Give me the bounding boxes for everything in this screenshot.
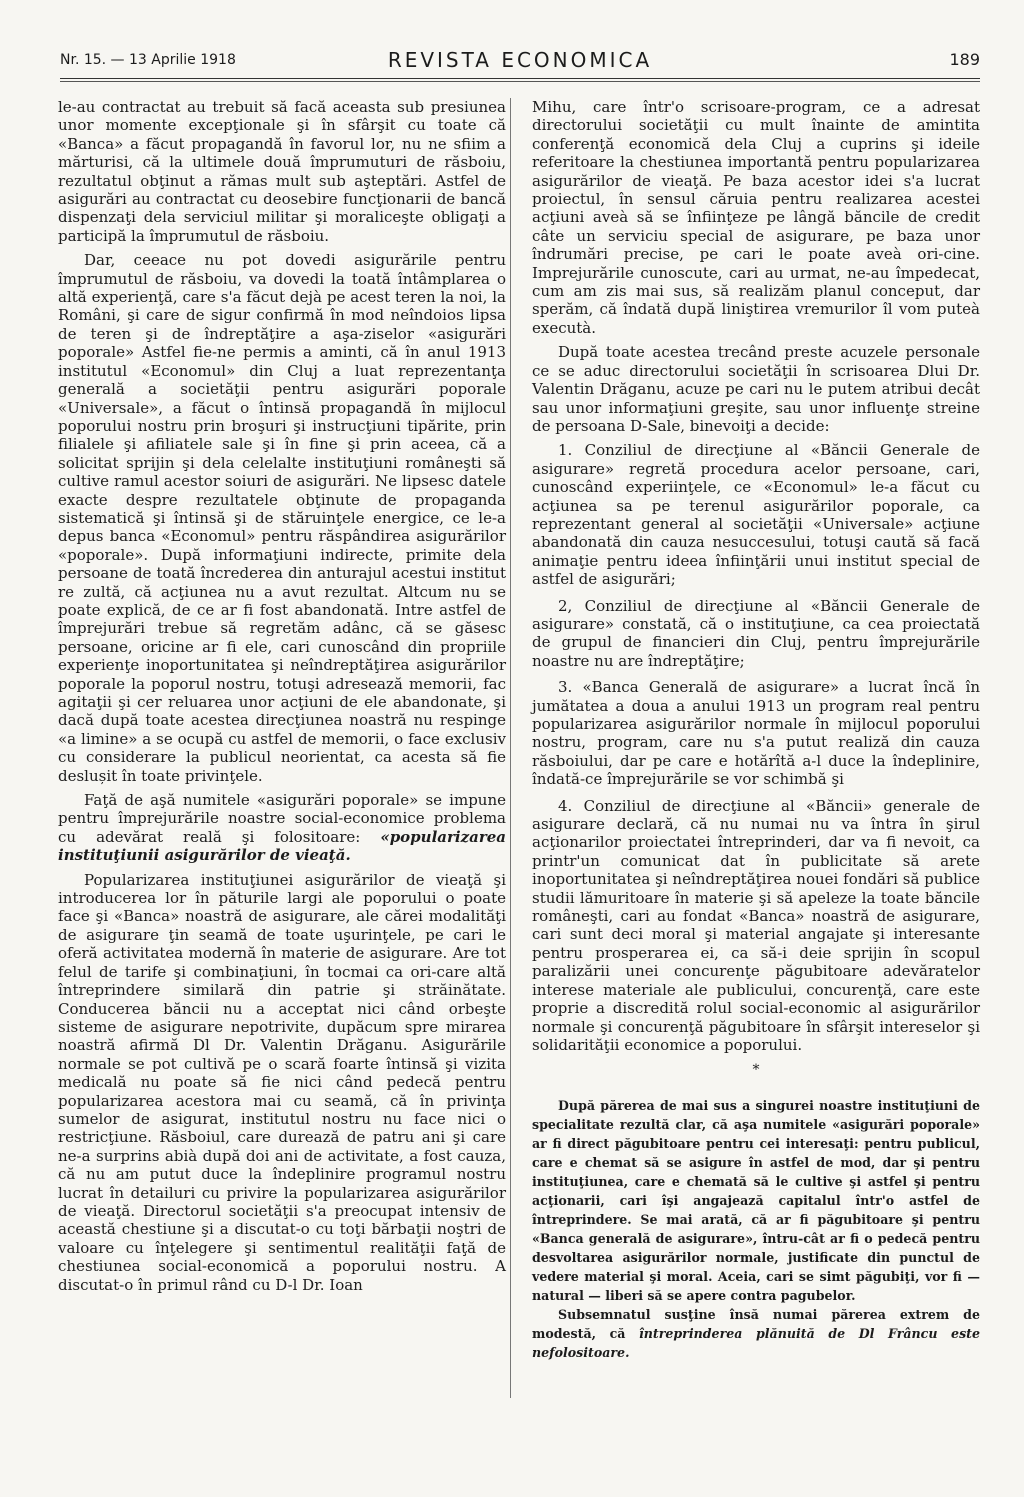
paragraph <box>58 791 506 865</box>
journal-title: REVISTA ECONOMICA <box>387 48 653 72</box>
paragraph: După toate acestea trecând preste acuzele personale ce se aduc directorului societăţii în scrisoarea Dlui Dr. Valentin Drăganu, acuze pe cari nu le putem atribui decât sau unor informaţiuni greşite, sau unor influenţe streine de persoana D-Sale, binevoiţi a decide: <box>532 343 980 435</box>
page-number: 189 <box>949 50 980 69</box>
issue-info: Nr. 15. — 13 Aprilie 1918 <box>60 52 236 68</box>
section-separator: * <box>752 1062 760 1079</box>
right-column <box>532 98 980 1362</box>
paragraph: Dar, ceeace nu pot dovedi asigurările pentru împrumutul de răsboiu, va dovedi la toată întâmplarea o altă experienţă, care s'a făcut dejà pe acest teren la noi, la Români, şi care de sigur confirmă în mod neîndoios lipsa de teren şi de îndreptăţire a aşa-ziselor «asigurări poporale» Astfel fie-ne permis a aminti, că în anul 1913 institutul «Economul» din Cluj a luat reprezentanţa generală a societăţii pentru asigurări poporale «Universale», a făcut o întinsă propagandă în mijlocul poporului nostru prin broşuri şi instrucţiuni tipărite, prin filialele şi afiliatele sale şi în fine şi prin aceea, că a solicitat sprijin şi dela celelalte instituţiuni româneşti să cultive ramul acestor soiuri de asigurări. Ne lipsesc datele exacte despre rezultatele obţinute de propaganda sistematică şi întinsă şi de stăruinţele energice, ce le-a depus banca «Economul» pentru răspândirea asigurărilor «poporale». După informaţiuni indirecte, primite dela persoane de toată încrederea din anturajul acestui institut re zultă, că acţiunea nu a avut rezultat. Altcum nu se poate explică, de ce ar fi fost abandonată. Intre astfel de împrejurări trebue să regretăm adânc, că se găsesc persoane, oricine ar fi ele, cari cunoscând din propriile experienţe inoportunitatea şi neîndreptăţirea asigurărilor poporale la poporul nostru, totuşi adresează memorii, fac agitaţii şi cer reluarea unor acţiuni de ele abandonate, şi dacă după toate acestea direcţiunea noastră nu respinge «a limine» a se ocupă cu astfel de memorii, o face exclusiv cu considerare la publicul neorientat, ca acesta să fie deslușit în toate privinţele. <box>58 251 506 785</box>
left-column <box>58 98 506 1300</box>
emphasis-text: «popularizarea instituţiunii asigurărilor de vieaţă. <box>58 827 506 865</box>
note-emphasis: întreprinderea plănuită de Dl Frâncu este nefolositoare. <box>532 1326 980 1361</box>
paragraph: Mihu, care într'o scrisoare-program, ce a adresat directorului societăţii cu mult înainte de amintita conferenţă economică dela Cluj a cuprins şi ideile referitoare la chestiunea importantă pentru popularizarea asigurărilor de vieaţă. Pe baza acestor idei s'a lucrat proiectul, în sensul căruia pentru realizarea acestei acţiuni aveà să se înfiinţeze pe lângă băncile de credit câte un serviciu special de asigurare, pe baza unor îndrumări precise, pe cari le poate aveà ori-cine. Imprejurările cunoscute, cari au urmat, ne-au împedecat, cum am zis mai sus, să realizăm planul conceput, dar sperăm, că îndată după liniştirea vremurilor îl vom puteà executà. <box>532 98 980 337</box>
resolution-item: 3. «Banca Generală de asigurare» a lucrat încă în jumătatea a doua a anului 1913 un program real pentru popularizarea asigurărilor normale în mijlocul poporului nostru, program, care nu s'a putut realiză din cauza răsboiului, dar pe care e hotărîtă a-l duce la îndeplinire, îndată-ce împrejurările se vor schimbă şi <box>532 678 980 789</box>
paragraph-text: Faţă de aşă numitele «asigurări poporale» se impune pentru împrejurările noastre social-economice problema cu adevărat reală şi folositoare: <box>58 791 506 846</box>
note-paragraph <box>532 1305 980 1362</box>
paragraph: le-au contractat au trebuit să facă aceasta sub presiunea unor momente excepţionale şi în sfârşit cu toate că «Banca» a făcut propagandă în favorul lor, nu ne sfiim a mărturisi, că la ultimele două împrumuturi de răsboiu, rezultatul obţinut a rămas mult sub aşteptări. Astfel de asigurări au contractat cu deosebire funcţionarii de bancă dispenzaţi dela serviciul militar şi moraliceşte obligaţi a participă la împrumutul de răsboiu. <box>58 98 506 245</box>
page-header <box>60 48 980 79</box>
paragraph: Popularizarea instituţiunei asigurărilor de vieaţă şi introducerea lor în păturile largi ale poporului o poate face şi «Banca» noastră de asigurare, ale cărei modalităţi de asigurare ţin seamă de toate uşurinţele, pe cari le oferă activitatea modernă în materie de asigurare. Are tot felul de tarife şi combinaţiuni, în tocmai ca ori-care altă întreprindere similară din patrie şi străinătate. Conducerea băncii nu a acceptat nici când orbeşte sisteme de asigurare nepotrivite, dupăcum spre mirarea noastră afirmă Dl Dr. Valentin Drăganu. Asigurările normale se pot cultivă pe o scară foarte întinsă şi vizita medicală nu poate să fie nici când pedecă pentru popularizarea acestora mai cu seamă, că în privinţa sumelor de asigurat, institutul nostru nu face nici o restricţiune. Răsboiul, care durează de patru ani şi care ne-a surprins abià după doi ani de activitate, a fost cauza, că nu am putut duce la îndeplinire programul nostru lucrat în detailuri cu privire la popularizarea asigurărilor de vieaţă. Directorul societăţii s'a preocupat intensiv de această chestiune şi a discutat-o cu toţi bărbaţii noştri de valoare cu înţelegere şi sentimentul realităţii faţă de chestiunea social-economică a poporului nostru. A discutat-o în primul rând cu D-l Dr. Ioan <box>58 870 506 1294</box>
note-text: Subsemnatul susţine însă numai părerea extrem de modestă, că <box>532 1307 980 1342</box>
resolution-item: 4. Conziliul de direcţiune al «Băncii» generale de asigurare declară, că nu numai nu va întra în şirul acţionarilor proiectatei întreprinderi, dar va fi nevoit, ca printr'un comunicat dat în publicitate să arete inoportunitatea şi neîndreptăţirea nouei fondări să publice studii lămuritoare în materie şi să apeleze la toate băncile româneşti, cari au fondat «Banca» noastră de asigurare, cari sunt deci moral şi material angajate şi interesante pentru prosperarea ei, ca să-i deie sprijin în scopul paralizării unei concurenţe păgubitoare adevăratelor interese materiale ale publicului, concurenţă, care este proprie a discredită rolul social-economic al asigurărilor normale şi concurenţă păgubitoare în sfârşit intereselor şi solidarităţii economice a poporului. <box>532 796 980 1054</box>
column-divider <box>510 98 511 1398</box>
resolution-item: 2, Conziliul de direcţiune al «Băncii Generale de asigurare» constată, că o instituţiune, ca cea proiectată de grupul de financieri din Cluj, pentru împrejurările noastre nu are îndreptăţire; <box>532 596 980 670</box>
resolution-item: 1. Conziliul de direcţiune al «Băncii Generale de asigurare» regretă procedura acelor persoane, cari, cunoscând experiinţele, ce «Economul» le-a făcut cu acţiunea sa pe terenul asigurărilor poporale, ca reprezentant general al societăţii «Universale» acţiune abandonată din cauza nesuccesului, totuşi caută să facă animaţie pentru ideea înfiinţării unui institut special de astfel de asigurări; <box>532 441 980 589</box>
editorial-note <box>532 1096 980 1362</box>
note-paragraph: După părerea de mai sus a singurei noastre instituţiuni de specialitate rezultă clar, că aşa numitele «asigurări poporale» ar fi direct păgubitoare pentru cei interesaţi: pentru publicul, care e chemat să se asigure în astfel de mod, dar şi pentru instituţiunea, care e chemată să le cultive şi astfel şi pentru acţionarii, cari îşi angajează capitalul într'o astfel de întreprindere. Se mai arată, că ar fi păgubitoare şi pentru «Banca generală de asigurare», întru-cât ar fi o pedecă pentru desvoltarea asigurărilor normale, justificate din punctul de vedere material şi moral. Aceia, cari se simt păgubiţi, vor fi — natural — liberi să se apere contra pagubelor. <box>532 1098 980 1304</box>
